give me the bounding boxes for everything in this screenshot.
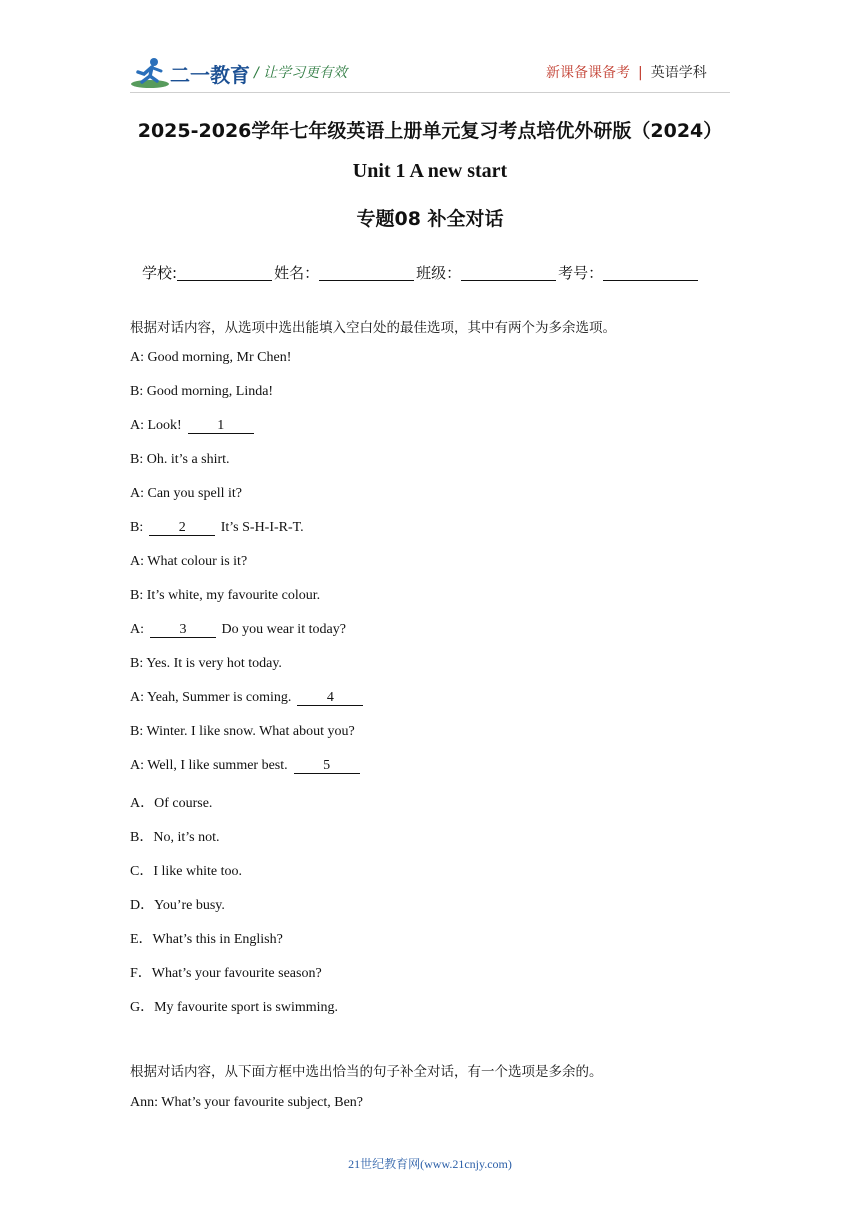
dialogue-text: It’s S-H-I-R-T. — [220, 520, 304, 535]
school-blank[interactable] — [177, 266, 272, 281]
option-a: A．Of course. — [130, 796, 213, 811]
option-f: F．What’s your favourite season? — [130, 966, 322, 981]
footer-source: 21世纪教育网(www.21cnjy.com) — [348, 1157, 512, 1171]
header-divider — [130, 92, 730, 93]
dialogue-line — [130, 588, 320, 604]
section1-instruction: 根据对话内容，从选项中选出能填入空白处的最佳选项，其中有两个为多余选项。 — [130, 320, 616, 336]
number-blank[interactable] — [603, 266, 698, 281]
dialogue-line — [130, 486, 242, 502]
page-header — [0, 0, 860, 100]
dialogue-line — [130, 656, 282, 672]
dialogue-text: B: Yes. It is very hot today. — [130, 656, 282, 671]
dialogue-line — [130, 622, 346, 638]
dialogue-line — [130, 384, 273, 400]
dialogue-line — [130, 690, 365, 706]
dialogue-text: A: Look! — [130, 418, 182, 433]
dialogue-text: A: Yeah, Summer is coming. — [130, 690, 292, 705]
header-course-label: 新课备课备考 — [546, 65, 630, 81]
dialogue-text: B: It’s white, my favourite colour. — [130, 588, 321, 603]
answer-blank-1[interactable]: 1 — [188, 418, 254, 434]
header-right — [546, 62, 707, 82]
option-g: G．My favourite sport is swimming. — [130, 1000, 339, 1015]
option-e: E．What’s this in English? — [130, 932, 283, 947]
dialogue-text: B: — [130, 520, 144, 535]
dialogue-text: B: Winter. I like snow. What about you? — [130, 724, 355, 739]
dialogue-line — [130, 520, 304, 536]
header-separator: | — [638, 65, 643, 81]
dialogue-text: B: Oh. it’s a shirt. — [130, 452, 230, 467]
dialogue-line — [130, 758, 362, 774]
runner-logo-icon — [130, 56, 170, 90]
option-b: B．No, it’s not. — [130, 830, 220, 845]
answer-blank-4[interactable]: 4 — [297, 690, 363, 706]
dialogue-text: A: Can you spell it? — [130, 486, 242, 501]
dialogue-line — [130, 418, 256, 434]
dialogue-text: A: Good morning, Mr Chen! — [130, 350, 292, 365]
student-info-row — [142, 262, 700, 283]
dialogue-line: Ann: What’s your favourite subject, Ben? — [130, 1095, 364, 1110]
slogan: / 让学习更有效 — [254, 65, 348, 81]
answer-blank-2[interactable]: 2 — [149, 520, 215, 536]
name-blank[interactable] — [319, 266, 414, 281]
dialogue-line — [130, 554, 247, 570]
dialogue-line — [130, 452, 230, 468]
dialogue-line — [130, 724, 355, 740]
option-c: C．I like white too. — [130, 864, 242, 879]
answer-blank-5[interactable]: 5 — [294, 758, 360, 774]
class-blank[interactable] — [461, 266, 556, 281]
name-label: 姓名： — [274, 264, 320, 282]
unit-title: Unit 1 A new start — [352, 160, 508, 182]
dialogue-line — [130, 350, 291, 366]
school-label: 学校: — [142, 264, 178, 282]
number-label: 考号： — [558, 264, 604, 282]
class-label: 班级： — [416, 264, 462, 282]
section2-instruction: 根据对话内容，从下面方框中选出恰当的句子补全对话，有一个选项是多余的。 — [130, 1064, 603, 1080]
dialogue-text: A: Well, I like summer best. — [130, 758, 288, 773]
dialogue-text: Do you wear it today? — [221, 622, 346, 637]
header-subject-label: 英语学科 — [650, 65, 707, 81]
dialogue-text: A: What colour is it? — [130, 554, 248, 569]
dialogue-text: A: — [130, 622, 144, 637]
topic-title: 专题08 补全对话 — [356, 208, 504, 230]
answer-blank-3[interactable]: 3 — [150, 622, 216, 638]
option-d: D．You’re busy. — [130, 898, 225, 913]
document-title: 2025-2026学年七年级英语上册单元复习考点培优外研版（2024） — [137, 120, 723, 142]
logo — [130, 56, 250, 90]
logo-text: 二一教育 — [170, 63, 250, 87]
dialogue-text: B: Good morning, Linda! — [130, 384, 274, 399]
